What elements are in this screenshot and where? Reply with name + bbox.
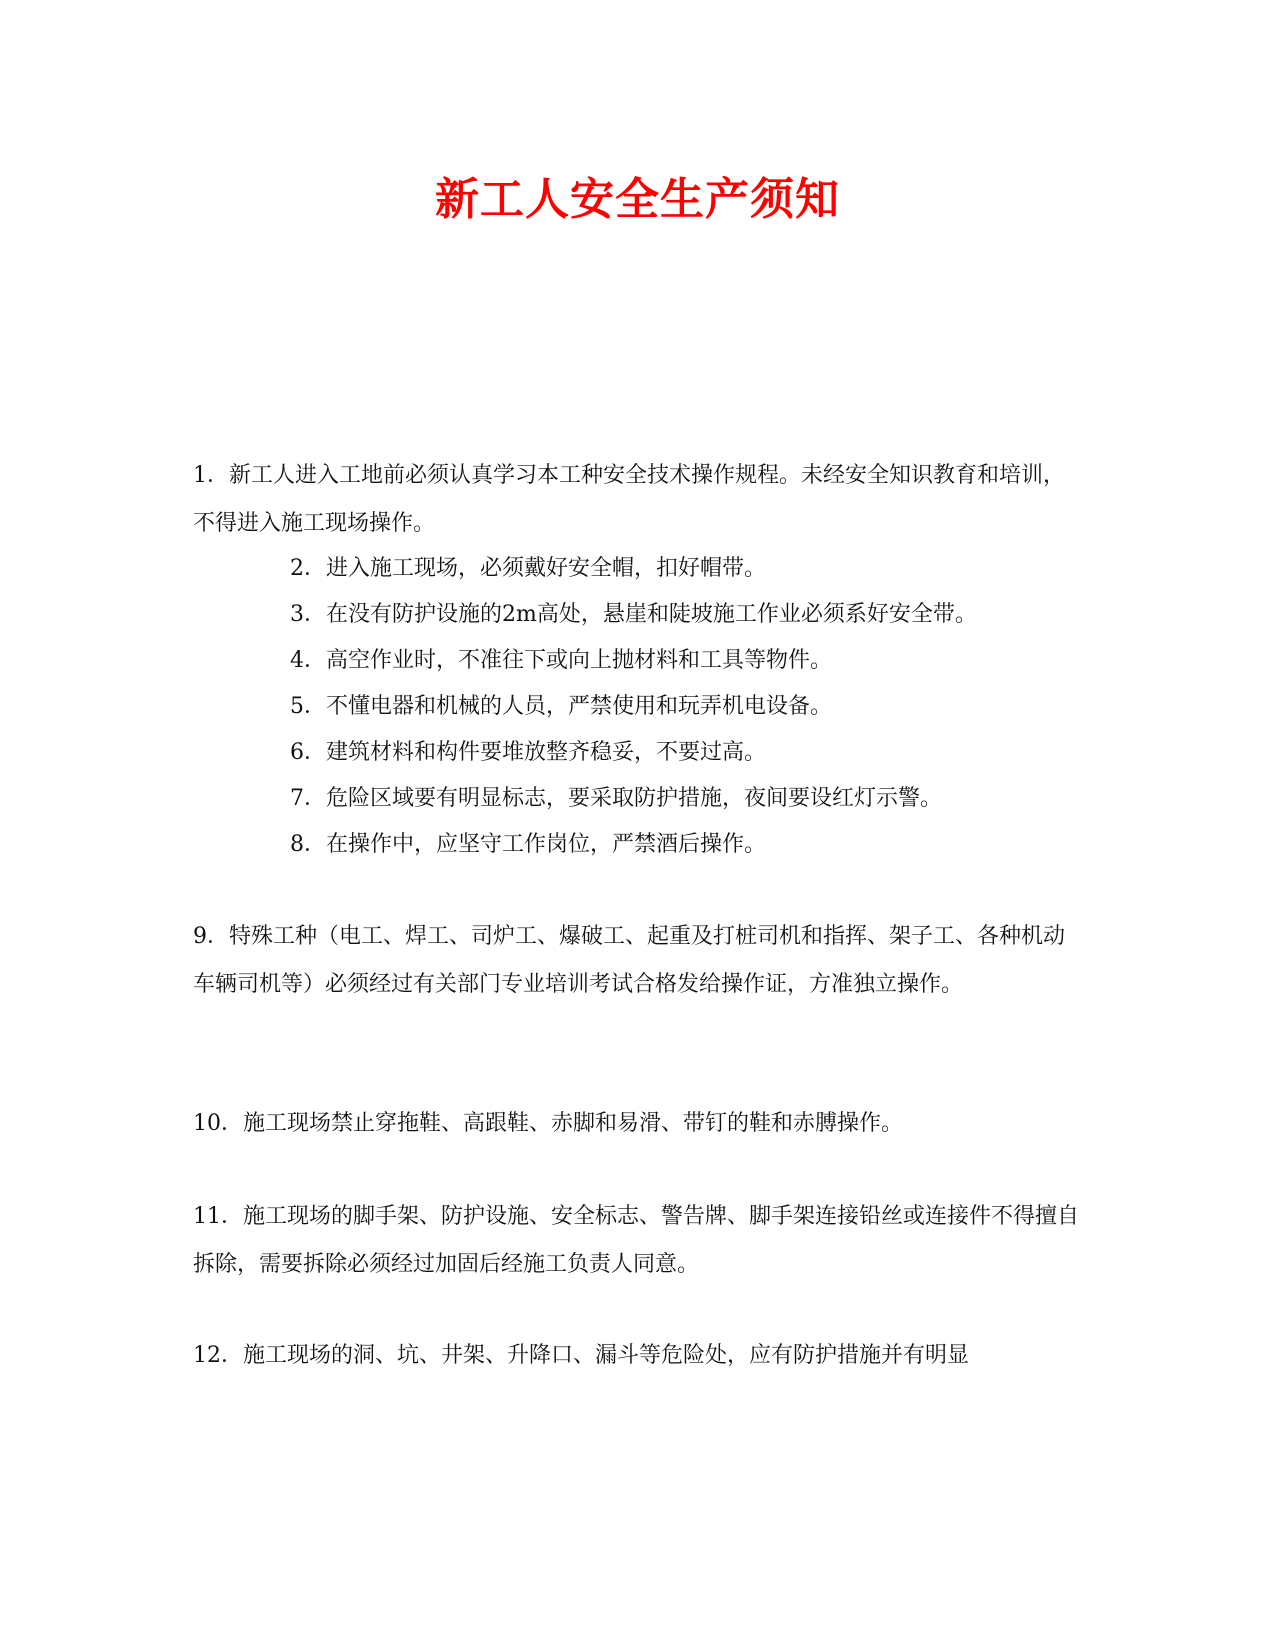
rule-item-5: 5．不懂电器和机械的人员，严禁使用和玩弄机电设备。 (290, 694, 832, 719)
rule-item-10: 10．施工现场禁止穿拖鞋、高跟鞋、赤脚和易滑、带钉的鞋和赤膊操作。 (193, 1111, 903, 1136)
document-title: 新工人安全生产须知 (435, 174, 840, 225)
rule-item-11: 11．施工现场的脚手架、防护设施、安全标志、警告牌、脚手架连接铅丝或连接件不得擅自拆除，需要拆除必须经过加固后经施工负责人同意。 (193, 1204, 1079, 1277)
rule-item-6: 6．建筑材料和构件要堆放整齐稳妥，不要过高。 (290, 740, 766, 765)
rule-item-9: 9．特殊工种（电工、焊工、司炉工、爆破工、起重及打桩司机和指挥、架子工、各种机动车辆司机等）必须经过有关部门专业培训考试合格发给操作证，方准独立操作。 (193, 924, 1066, 997)
rule-item-3: 3．在没有防护设施的2m高处，悬崖和陡坡施工作业必须系好安全带。 (290, 602, 977, 627)
rule-item-1: 1．新工人进入工地前必须认真学习本工种安全技术操作规程。未经安全知识教育和培训，不得进入施工现场操作。 (193, 463, 1066, 536)
rule-item-7: 7．危险区域要有明显标志，要采取防护措施，夜间要设红灯示警。 (290, 786, 942, 811)
rule-item-12: 12．施工现场的洞、坑、井架、升降口、漏斗等危险处，应有防护措施并有明显 (193, 1343, 969, 1368)
rule-item-2: 2．进入施工现场，必须戴好安全帽，扣好帽带。 (290, 556, 766, 581)
rule-item-8: 8．在操作中，应坚守工作岗位，严禁酒后操作。 (290, 832, 766, 857)
rule-item-4: 4．高空作业时，不准往下或向上抛材料和工具等物件。 (290, 648, 832, 673)
